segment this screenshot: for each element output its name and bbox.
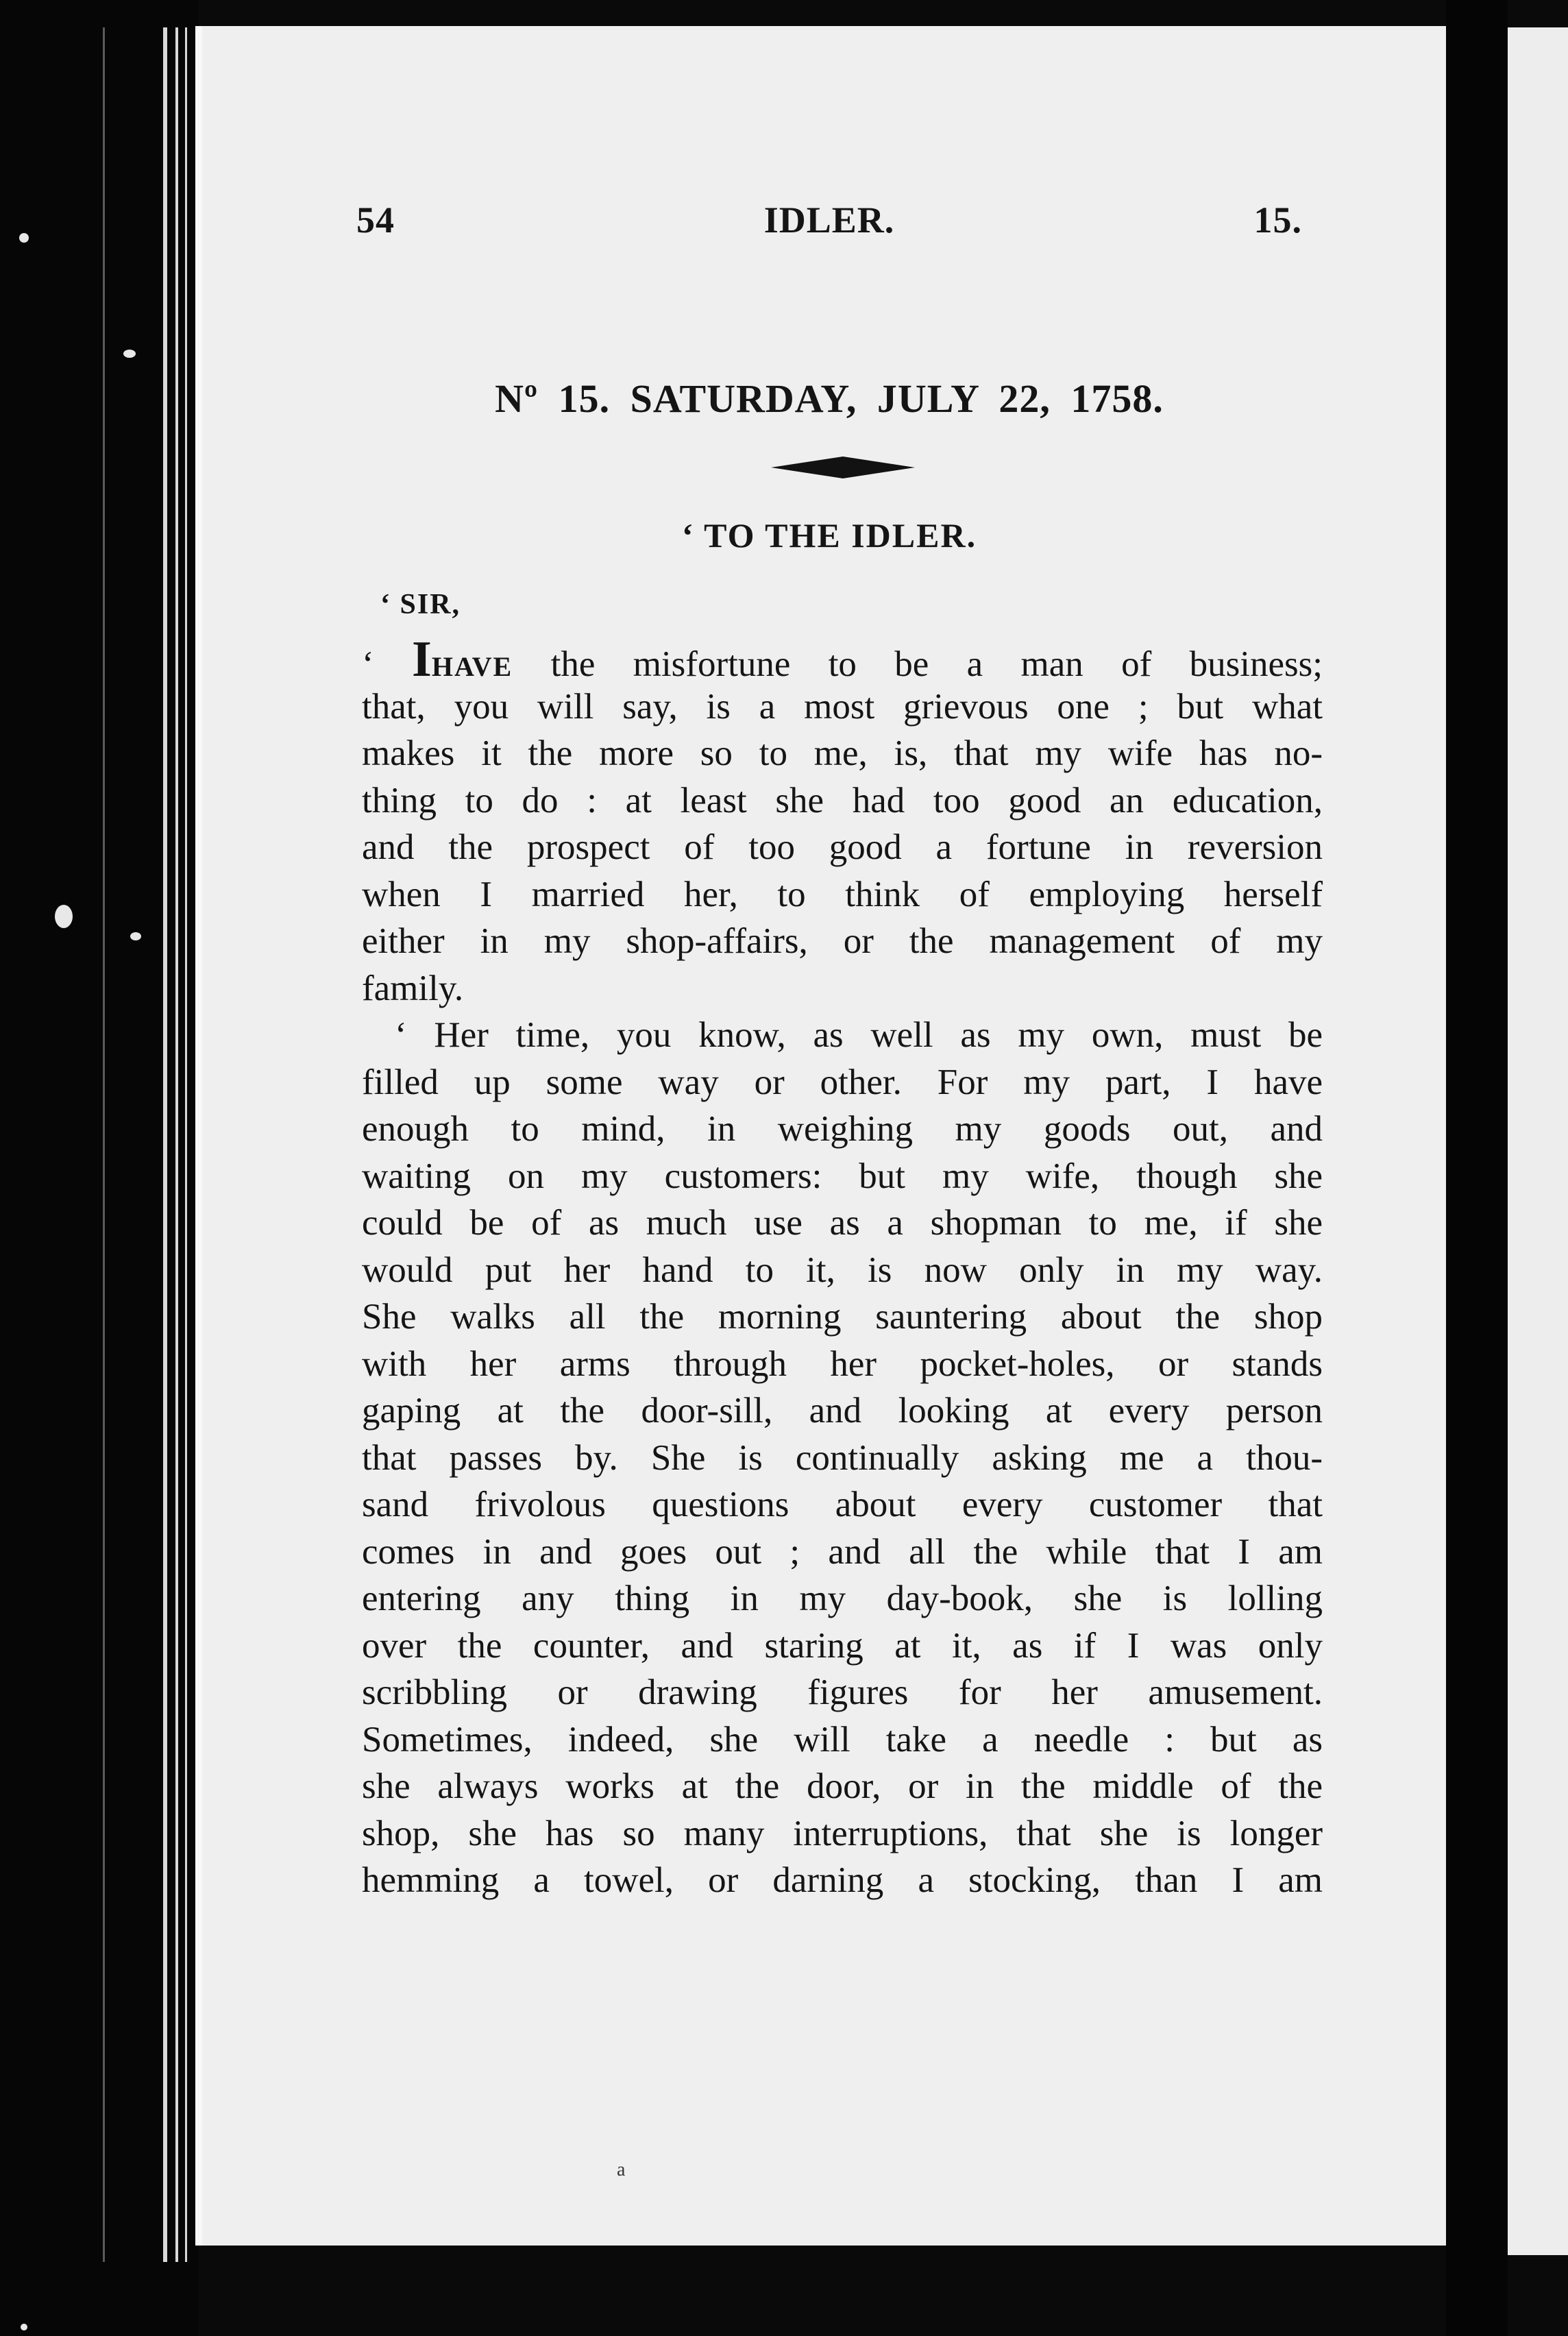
- text-line: would put her hand to it, is now only in my way.: [362, 1250, 1323, 1290]
- letter-heading: ‘ TO THE IDLER.: [681, 516, 977, 555]
- text-line: [362, 636, 1323, 683]
- text-line: either in my shop-affairs, or the management of my: [362, 921, 1323, 961]
- issue-number: 15.: [1253, 199, 1302, 241]
- text-line: and the prospect of too good a fortune in reversion: [362, 827, 1323, 867]
- text-line: enough to mind, in weighing my goods out, and: [362, 1109, 1323, 1149]
- text-line: Sometimes, indeed, she will take a needle : but as: [362, 1719, 1323, 1760]
- signature-mark: a: [617, 2159, 626, 2180]
- binding-line: [163, 27, 167, 2262]
- text-line: shop, she has so many interruptions, that she is longer: [362, 1813, 1323, 1853]
- issue-heading: [356, 376, 1302, 422]
- drop-cap: I: [412, 636, 432, 683]
- text-line: she always works at the door, or in the middle of the: [362, 1766, 1323, 1806]
- text-line: comes in and goes out ; and all the while that I am: [362, 1531, 1323, 1572]
- binding-edge: [0, 0, 199, 2336]
- small-caps-word: HAVE: [431, 651, 513, 682]
- text-line: thing to do : at least she had too good an education,: [362, 780, 1323, 820]
- text-line: family.: [362, 968, 464, 1008]
- text-line: makes it the more so to me, is, that my wife has no-: [362, 733, 1323, 773]
- text-line: gaping at the door-sill, and looking at every person: [362, 1391, 1323, 1431]
- text-line: ‘ Her time, you know, as well as my own, must be: [395, 1015, 1323, 1055]
- binding-line: [175, 27, 178, 2262]
- page-number: 54: [356, 199, 395, 241]
- speck: [123, 350, 136, 358]
- text-line: entering any thing in my day-book, she is lolling: [362, 1579, 1323, 1618]
- next-page-edge: [1508, 27, 1568, 2255]
- text-line: that, you will say, is a most grievous one ; but what: [362, 686, 1323, 727]
- text-line: over the counter, and staring at it, as if I was only: [362, 1625, 1323, 1666]
- salutation: ‘ SIR,: [380, 589, 461, 620]
- text-line: waiting on my customers: but my wife, though she: [362, 1156, 1323, 1196]
- page-gutter: [1446, 0, 1508, 2336]
- open-quote: ‘: [362, 644, 374, 683]
- text-line: sand frivolous questions about every customer that: [362, 1485, 1323, 1524]
- text-line: when I married her, to think of employing herself: [362, 874, 1323, 914]
- binding-line: [185, 27, 187, 2262]
- issue-heading-number: Nº 15.: [495, 376, 611, 421]
- issue-heading-date: SATURDAY, JULY 22, 1758.: [630, 376, 1164, 421]
- binding-line: [103, 27, 105, 2262]
- text-line: hemming a towel, or darning a stocking, than I am: [362, 1860, 1323, 1900]
- text-line: could be of as much use as a shopman to me, if she: [362, 1203, 1323, 1243]
- text-line: that passes by. She is continually asking me a thou-: [362, 1437, 1323, 1478]
- ornament-rule-icon: [771, 455, 915, 480]
- running-head: [356, 199, 1302, 247]
- speck: [55, 905, 73, 928]
- speck: [130, 932, 141, 940]
- text-line: with her arms through her pocket-holes, or stands: [362, 1343, 1323, 1384]
- text-line: She walks all the morning sauntering about the shop: [362, 1297, 1323, 1337]
- body-text: [362, 636, 1323, 1904]
- text-line: scribbling or drawing figures for her amusement.: [362, 1672, 1323, 1712]
- speck: [21, 2324, 27, 2331]
- speck: [19, 233, 29, 243]
- text-line: filled up some way or other. For my part, I have: [362, 1062, 1323, 1102]
- first-line-text: the misfortune to be a man of business;: [550, 644, 1323, 683]
- running-title: IDLER.: [763, 199, 895, 241]
